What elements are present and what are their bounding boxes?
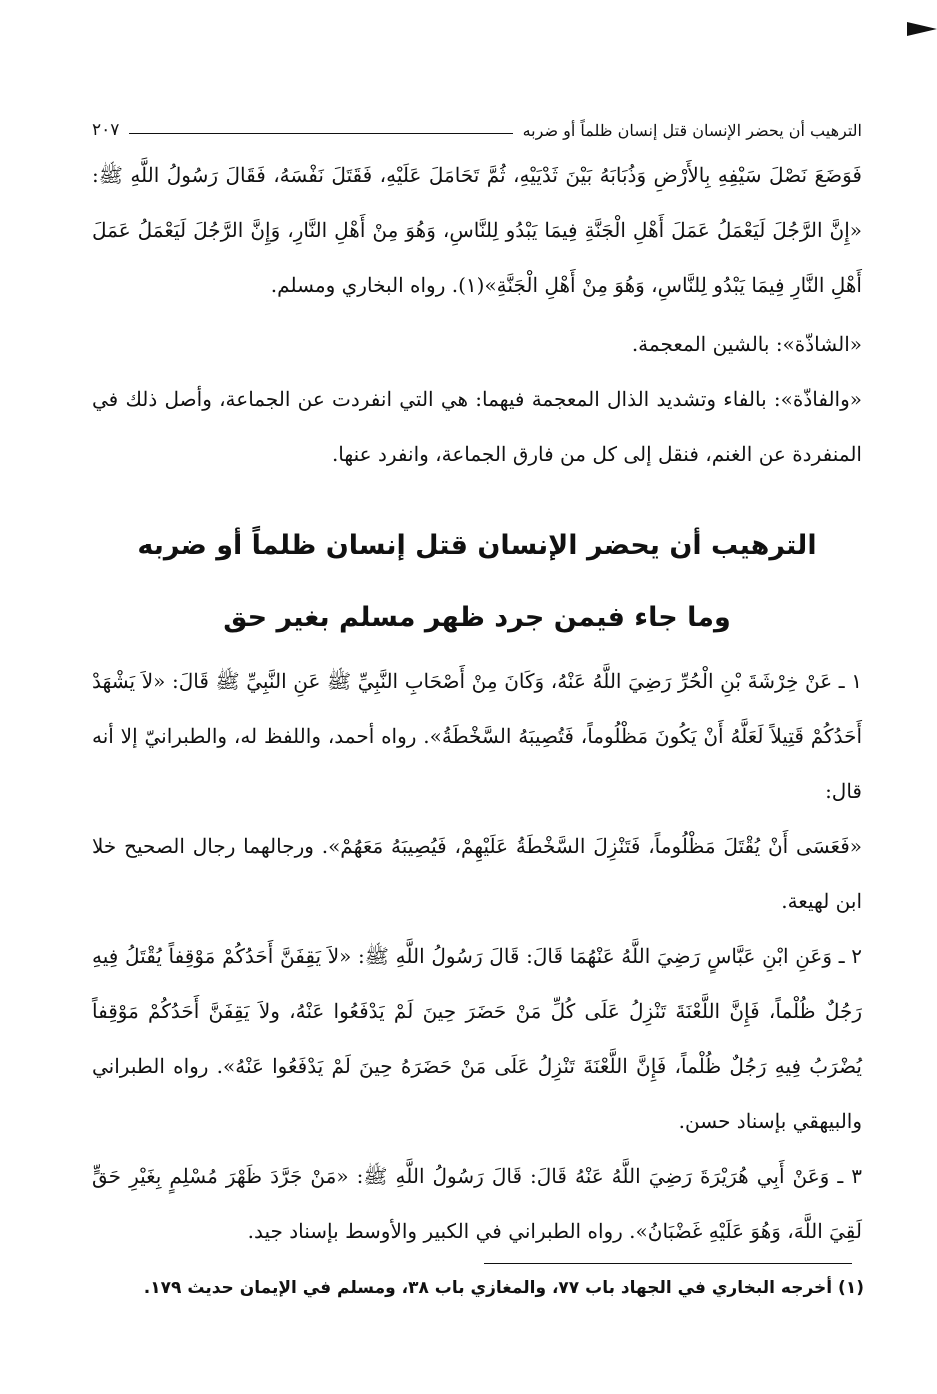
page-corner-arrow-icon xyxy=(907,22,937,36)
main-text xyxy=(92,148,862,1259)
footnote-text: أخرجه البخاري في الجهاد باب ٧٧، والمغازي باب ٣٨، ومسلم في الإيمان حديث ١٧٩. xyxy=(143,1278,833,1298)
hadith-1: ١ ـ عَنْ خِرْشَةَ بْنِ الْحُرِّ رَضِيَ اللَّهُ عَنْهُ، وَكَانَ مِنْ أَصْحَابِ النَّبِيِّ ﷺ عَنِ النَّبِيِّ ﷺ قَالَ: «لاَ يَشْهَدْ أَحَدُكُمْ قَتِيلاً لَعَلَّهُ أَنْ يَكُونَ مَظْلُوماً، فَتُصِيبَهُ السَّخْطَةُ». رواه أحمد، واللفظ له، والطبرانيّ إلا أنه قال: xyxy=(92,669,862,803)
footnote xyxy=(88,1268,864,1308)
running-head-rule xyxy=(129,133,512,134)
gloss-shadhdha: «الشاذّة»: بالشين المعجمة. xyxy=(631,332,862,356)
footnote-separator xyxy=(484,1263,852,1264)
hadith-3: ٣ ـ وَعَنْ أَبِي هُرَيْرَةَ رَضِيَ اللَّهُ عَنْهُ قَالَ: قَالَ رَسُولُ اللَّهِ ﷺ: «مَنْ جَرَّدَ ظَهْرَ مُسْلِمٍ بِغَيْرِ حَقٍّ لَقِيَ اللَّهَ، وَهُوَ عَلَيْهِ غَضْبَانُ». رواه الطبراني في الكبير والأوسط بإسناد جيد. xyxy=(92,1164,862,1243)
page-number: ٢٠٧ xyxy=(92,120,120,140)
gloss-fadhdha: «والفاذّة»: بالفاء وتشديد الذال المعجمة فيهما: هي التي انفردت عن الجماعة، وأصل ذلك في المنفردة عن الغنم، فنقل إلى كل من فارق الجماعة، وانفرد عنها. xyxy=(92,387,862,466)
running-head-title: الترهيب أن يحضر الإنسان قتل إنسان ظلماً أو ضربه xyxy=(522,120,862,140)
section-heading-line-1: الترهيب أن يحضر الإنسان قتل إنسان ظلماً أو ضربه xyxy=(137,530,817,561)
running-head xyxy=(92,115,862,145)
hadith-1-continuation: «فَعَسَى أَنْ يُقْتَلَ مَظْلُوماً، فَتَنْزِلَ السَّخْطَةُ عَلَيْهِمْ، فَيُصِيبَهُ مَعَهُمْ». ورجالهما رجال الصحيح خلا ابن لهيعة. xyxy=(92,834,862,913)
paragraph-hadith-continuation: فَوَضَعَ نَصْلَ سَيْفِهِ بِالأَرْضِ وَذُبَابَهُ بَيْنَ ثَدْيَيْهِ، ثُمَّ تَحَامَلَ عَلَيْهِ، فَقَتَلَ نَفْسَهُ، فَقَالَ رَسُولُ اللَّهِ ﷺ: «إِنَّ الرَّجُلَ لَيَعْمَلُ عَمَلَ أَهْلِ الْجَنَّةِ فِيمَا يَبْدُو لِلنَّاسِ، وَهُوَ مِنْ أَهْلِ النَّارِ، وَإِنَّ الرَّجُلَ لَيَعْمَلُ عَمَلَ أَهْلِ النَّارِ فِيمَا يَبْدُو لِلنَّاسِ، وَهُوَ مِنْ أَهْلِ الْجَنَّةِ»(١). رواه البخاري ومسلم. xyxy=(92,163,862,297)
section-heading-line-2: وما جاء فيمن جرد ظهر مسلم بغير حق xyxy=(223,602,731,633)
hadith-2: ٢ ـ وَعَنِ ابْنِ عَبَّاسٍ رَضِيَ اللَّهُ عَنْهُمَا قَالَ: قَالَ رَسُولُ اللَّهِ ﷺ: «لاَ يَقِفَنَّ أَحَدُكُمْ مَوْقِفاً يُقْتَلُ فِيهِ رَجُلٌ ظُلْماً، فَإِنَّ اللَّعْنَةَ تَنْزِلُ عَلَى كُلِّ مَنْ حَضَرَ حِينَ لَمْ يَدْفَعُوا عَنْهُ، ولاَ يَقِفَنَّ أَحَدُكُمْ مَوْقِفاً يُضْرَبُ فِيهِ رَجُلٌ ظُلْماً، فَإِنَّ اللَّعْنَةَ تَنْزِلُ عَلَى مَنْ حَضَرَهُ حِينَ لَمْ يَدْفَعُوا عَنْهُ». رواه الطبراني والبيهقي بإسناد حسن. xyxy=(92,944,863,1133)
footnote-number: (١) xyxy=(838,1278,864,1298)
